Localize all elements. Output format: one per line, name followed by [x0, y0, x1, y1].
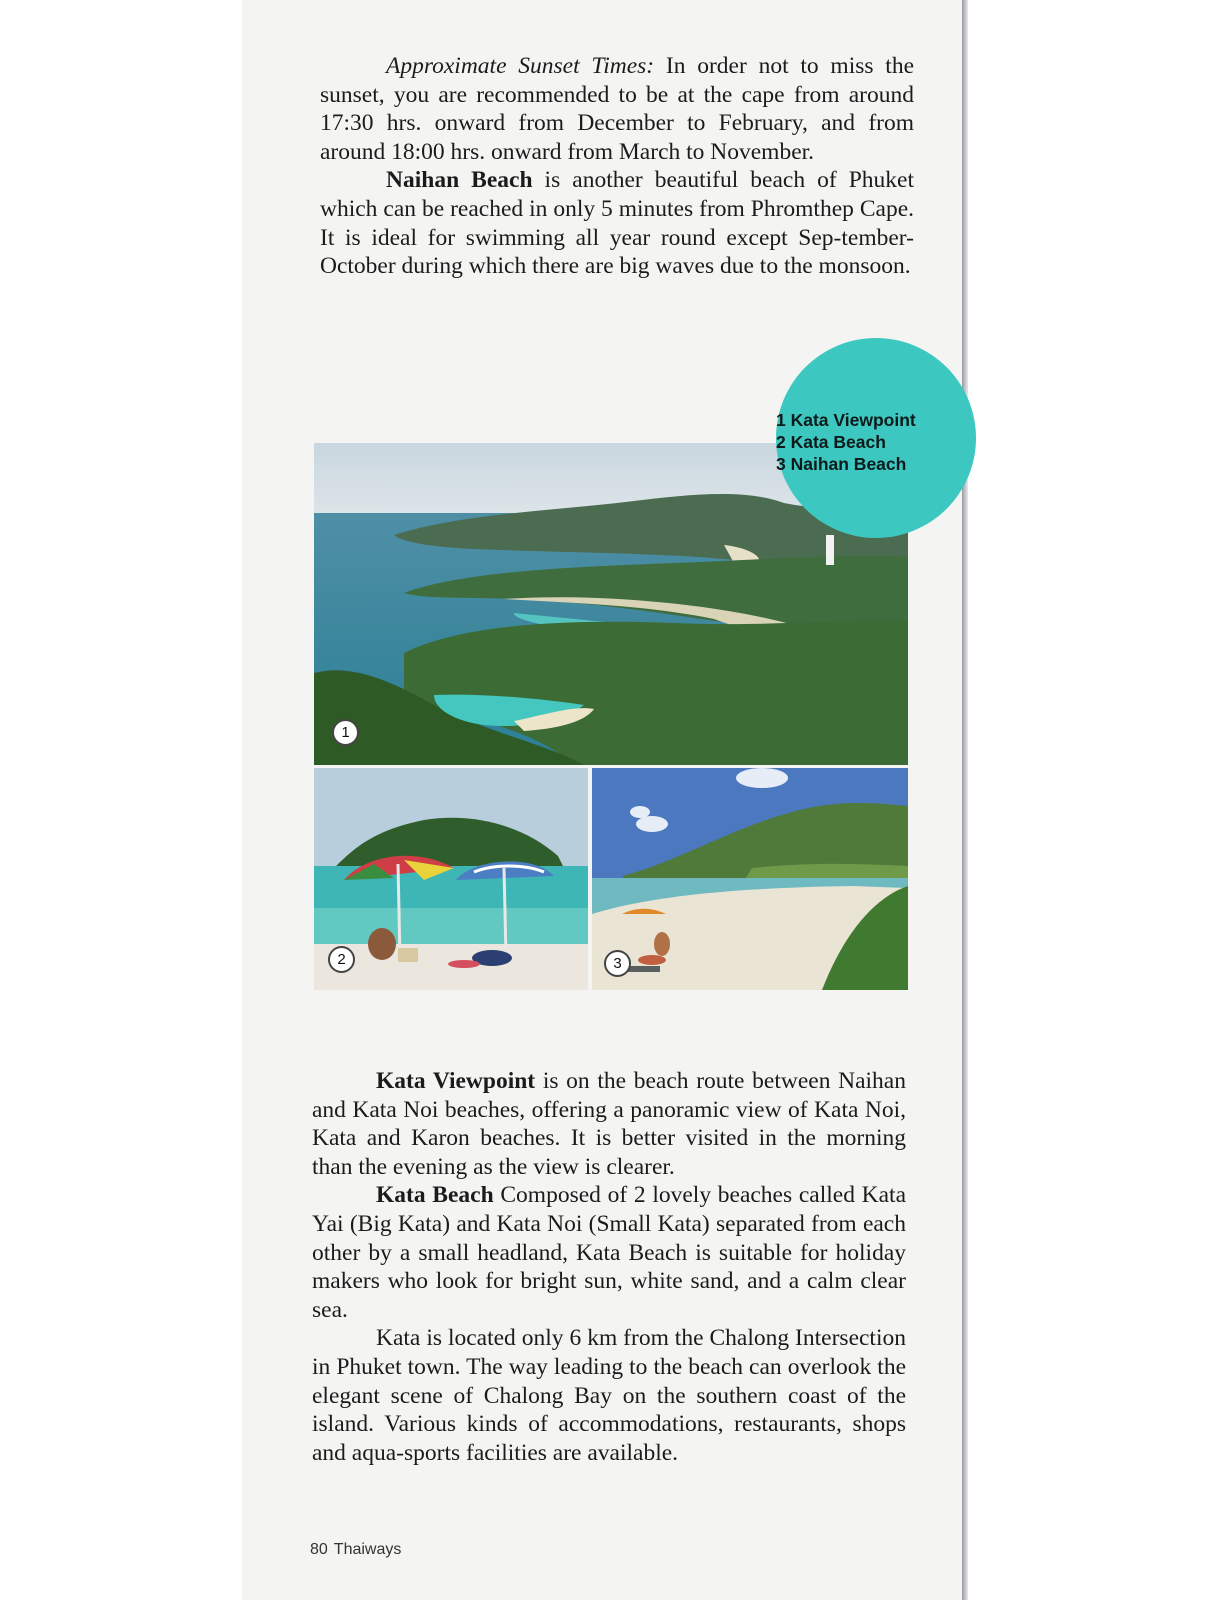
- naihan-beach-text: is another beautiful beach of Phuket which can be reached in only 5 minutes from Phromthep Cape. It is ideal for swimming all year round except Sep-tember-October during which there are big waves due to the monsoon.: [320, 167, 915, 280]
- kata-beach-paragraph: [312, 1181, 906, 1324]
- legend-item: 3 Naihan Beach: [776, 454, 907, 474]
- kata-beach-photo: [314, 768, 588, 990]
- sunset-times-text: In order not to miss the sunset, you are recommended to be at the cape from around 17:30 hrs. onward from December to February, and from around 18:00 hrs. onward from March to November.: [320, 53, 914, 165]
- top-text: [320, 52, 914, 281]
- sunset-times-label: Approximate Sunset Times:: [386, 53, 655, 79]
- naihan-beach-image: [592, 768, 908, 990]
- page-footer: [310, 1541, 401, 1559]
- book-spine: [962, 0, 968, 1600]
- kata-viewpoint-title: Kata Viewpoint: [376, 1068, 536, 1094]
- legend-item: 2 Kata Beach: [776, 432, 886, 452]
- kata-viewpoint-text: is on the beach route between Naihan and Kata Noi beaches, offering a panoramic view of Kata Noi, Kata and Karon beaches. It is better visited in the morning than the evening as the view is clearer.: [312, 1068, 906, 1180]
- publication-name: Thaiways: [333, 1541, 402, 1558]
- photo-legend-list: [776, 409, 916, 475]
- kata-location-paragraph: Kata is located only 6 km from the Chalong Intersection in Phuket town. The way leading to the beach can overlook the elegant scene of Chalong Bay on the southern coast of the island. Various kinds of accommodations, restaurants, shops and aqua-sports facilities are available.: [312, 1325, 906, 1466]
- photo-badge-3: 3: [604, 950, 631, 977]
- naihan-beach-paragraph: [320, 166, 914, 280]
- naihan-beach-title: Naihan Beach: [386, 167, 533, 194]
- legend-item: 1 Kata Viewpoint: [776, 410, 916, 430]
- kata-beach-text: Composed of 2 lovely beaches called Kata Yai (Big Kata) and Kata Noi (Small Kata) separated from each other by a small headland, Kata Beach is suitable for holiday makers who look for bright sun, white sand, and a calm clear sea.: [312, 1182, 907, 1323]
- photo-badge-2: 2: [328, 946, 355, 973]
- kata-beach-image: [314, 768, 588, 990]
- kata-beach-title: Kata Beach: [376, 1182, 494, 1209]
- page-number: 80: [310, 1541, 328, 1558]
- kata-viewpoint-paragraph: [312, 1067, 906, 1181]
- naihan-beach-photo: [592, 768, 908, 990]
- bottom-text: [312, 1067, 906, 1467]
- photo-badge-1: 1: [332, 719, 359, 746]
- sunset-times-paragraph: [320, 52, 914, 166]
